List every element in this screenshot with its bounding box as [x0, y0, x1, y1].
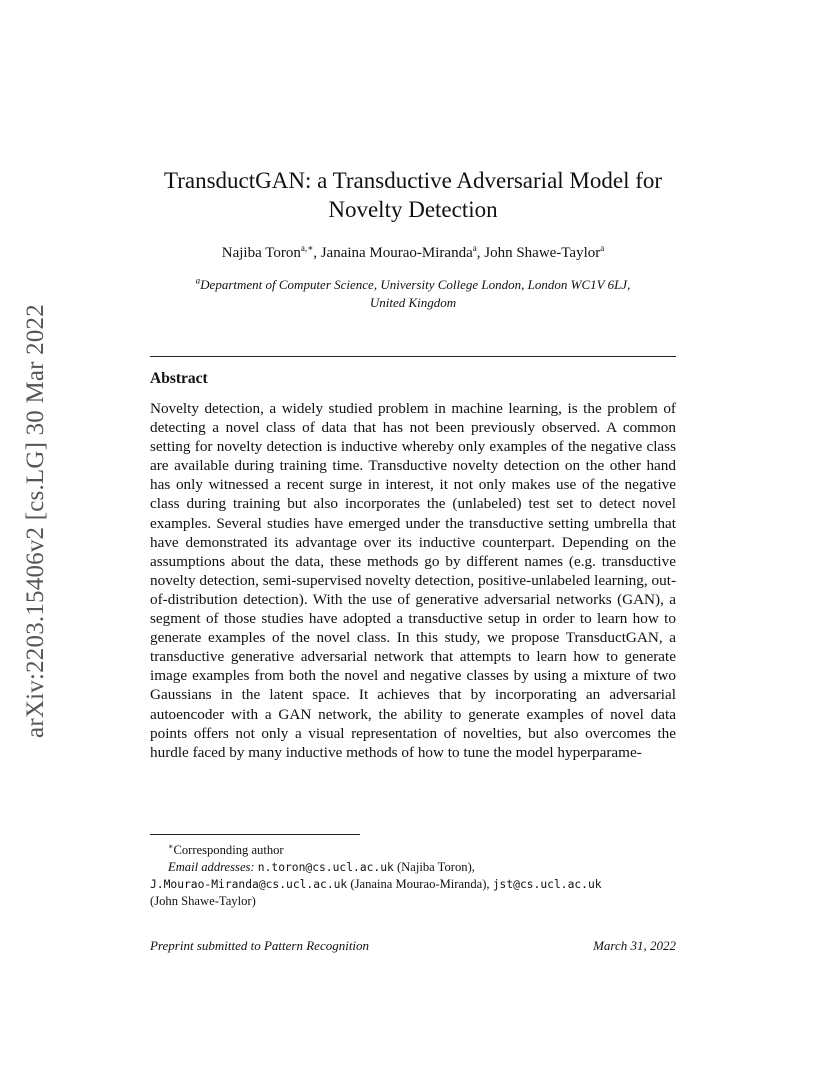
author-name: Najiba Toron [221, 245, 301, 261]
author-marks: a [600, 243, 605, 253]
footnote [150, 838, 676, 910]
email-owner: (John Shawe-Taylor) [150, 894, 256, 909]
title-line-1: TransductGAN: a Transductive Adversarial Model for [163, 168, 663, 193]
author-list: Najiba Toron$^{a,∗}$, Janaina Mourao-Miranda$^a$, John Shawe-Taylor$^a$ [221, 243, 605, 261]
author-name: John Shawe-Taylor [484, 245, 601, 261]
footnote-divider [150, 834, 360, 835]
email-link[interactable]: J.Mourao-Miranda@cs.ucl.ac.uk [150, 878, 348, 892]
author-name: Janaina Mourao-Miranda [320, 245, 473, 261]
abstract-text: Novelty detection, a widely studied problem in machine learning, is the problem of detecting a novel class of data that has not been previously observed. A common setting for novelty detection is inductive whereby only examples of the negative class are available during training time. Transductive novelty detection on the other hand has only witnessed a recent surge in interest, it not only makes use of the negative class during training but also incorporates the (unlabeled) test set to detect novel examples. Several studies have emerged under the transductive setting umbrella that have demonstrated its advantage over its inductive counterpart. Depending on the assumptions about the data, these methods go by different names (e.g. transductive novelty detection, semi-supervised novelty detection, positive-unlabeled learning, out-of-distribution detection). With the use of generative adversarial networks (GAN), a segment of those studies have adopted a transductive setup in order to learn how to generate examples of the novel class. In this study, we propose TransductGAN, a transductive generative adversarial network that attempts to learn how to generate image examples from both the novel and negative classes by using a mixture of two Gaussians in the latent space. It achieves that by incorporating an adversarial autoencoder with a GAN network, the ability to generate examples of novel data points offers not only a visual representation of novelties, but also overcomes the hurdle faced by many inductive methods of how to tune the model hyperparame- [150, 400, 676, 761]
author-marks: a,∗ [300, 243, 314, 253]
abstract-heading: Abstract [150, 370, 208, 387]
corresponding-author-note: Corresponding author [173, 843, 284, 858]
email-link[interactable]: jst@cs.ucl.ac.uk [492, 878, 602, 892]
arxiv-identifier: arXiv:2203.15406v2 [cs.LG] 30 Mar 2022 [22, 303, 50, 738]
email-owner: (Janaina Mourao-Miranda), [350, 877, 490, 892]
email-owner: (Najiba Toron), [396, 860, 475, 875]
author-marks: a [472, 243, 477, 253]
header-divider [150, 356, 676, 357]
arxiv-side-stamp [14, 283, 58, 758]
affiliation-line-1: Department of Computer Science, University College London, London WC1V 6LJ, [200, 277, 631, 292]
footnote-mark: ∗ [168, 842, 174, 851]
footer-date: March 31, 2022 [593, 938, 676, 953]
affiliation-line-2: United Kingdom [369, 295, 457, 310]
paper-title [110, 166, 716, 224]
affiliation [150, 276, 676, 312]
email-link[interactable]: n.toron@cs.ucl.ac.uk [257, 861, 394, 875]
affiliation-mark: a [195, 275, 201, 286]
page-footer [150, 938, 676, 954]
footer-submission-note: Preprint submitted to Pattern Recognition [150, 938, 370, 953]
email-label: Email addresses: [168, 860, 255, 875]
title-line-2: Novelty Detection [328, 197, 498, 222]
